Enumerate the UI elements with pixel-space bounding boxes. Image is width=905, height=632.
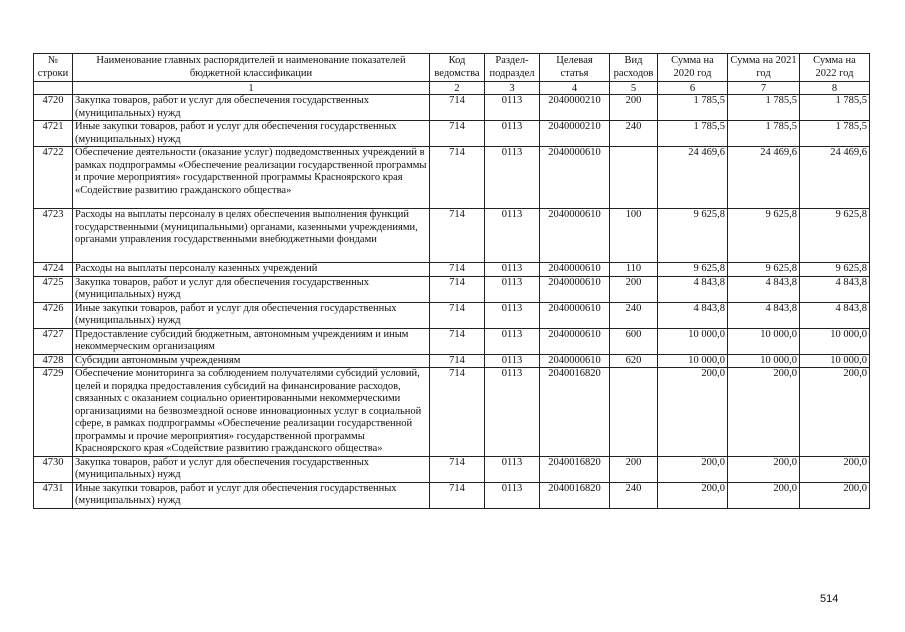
- row-name: Иные закупки товаров, работ и услуг для обеспечения государственных (муниципальных) нужд: [73, 482, 430, 508]
- section-code: 0113: [485, 121, 540, 147]
- table-header: [34, 54, 870, 95]
- expense-kind: [610, 368, 658, 457]
- expense-kind: 600: [610, 328, 658, 354]
- sum-2022: 200,0: [800, 482, 870, 508]
- dept-code: 714: [430, 121, 485, 147]
- header-section: Раздел-подраздел: [485, 54, 540, 82]
- expense-kind: 200: [610, 276, 658, 302]
- sum-2021: 4 843,8: [728, 302, 800, 328]
- section-code: 0113: [485, 328, 540, 354]
- column-number: 3: [485, 82, 540, 95]
- column-number: 6: [658, 82, 728, 95]
- header-sum-2021: Сумма на 2021 год: [728, 54, 800, 82]
- section-code: 0113: [485, 456, 540, 482]
- expense-kind: [610, 147, 658, 209]
- row-number: 4726: [34, 302, 73, 328]
- sum-2021: 200,0: [728, 456, 800, 482]
- section-code: 0113: [485, 354, 540, 368]
- target-article: 2040000210: [540, 121, 610, 147]
- table-body: [34, 95, 870, 509]
- page-number: 514: [820, 593, 839, 605]
- dept-code: 714: [430, 263, 485, 277]
- sum-2020: 1 785,5: [658, 121, 728, 147]
- target-article: 2040000210: [540, 95, 610, 121]
- sum-2020: 200,0: [658, 368, 728, 457]
- sum-2021: 200,0: [728, 482, 800, 508]
- target-article: 2040000610: [540, 147, 610, 209]
- row-number: 4723: [34, 209, 73, 263]
- table-row: [34, 482, 870, 508]
- column-number: 7: [728, 82, 800, 95]
- expense-kind: 200: [610, 456, 658, 482]
- row-number: 4724: [34, 263, 73, 277]
- expense-kind: 200: [610, 95, 658, 121]
- target-article: 2040000610: [540, 263, 610, 277]
- row-number: 4729: [34, 368, 73, 457]
- column-number: 5: [610, 82, 658, 95]
- sum-2021: 200,0: [728, 368, 800, 457]
- target-article: 2040000610: [540, 354, 610, 368]
- dept-code: 714: [430, 209, 485, 263]
- sum-2021: 9 625,8: [728, 209, 800, 263]
- sum-2021: 9 625,8: [728, 263, 800, 277]
- sum-2022: 4 843,8: [800, 302, 870, 328]
- table-row: [34, 95, 870, 121]
- budget-table: [33, 53, 870, 509]
- target-article: 2040000610: [540, 276, 610, 302]
- section-code: 0113: [485, 95, 540, 121]
- table-row: [34, 456, 870, 482]
- row-name: Обеспечение деятельности (оказание услуг) подведомственных учреждений в рамках подпрограммы «Обеспечение реализации государственной программы и прочие мероприятия» государственной программы Красноярского края «Содействие развитию гражданского общества»: [73, 147, 430, 209]
- row-number: 4728: [34, 354, 73, 368]
- sum-2020: 4 843,8: [658, 302, 728, 328]
- section-code: 0113: [485, 209, 540, 263]
- sum-2022: 24 469,6: [800, 147, 870, 209]
- row-number: 4725: [34, 276, 73, 302]
- section-code: 0113: [485, 368, 540, 457]
- section-code: 0113: [485, 276, 540, 302]
- table-row: [34, 263, 870, 277]
- sum-2020: 200,0: [658, 482, 728, 508]
- expense-kind: 620: [610, 354, 658, 368]
- row-name: Расходы на выплаты персоналу казенных учреждений: [73, 263, 430, 277]
- column-number: 4: [540, 82, 610, 95]
- expense-kind: 100: [610, 209, 658, 263]
- section-code: 0113: [485, 147, 540, 209]
- row-name: Иные закупки товаров, работ и услуг для обеспечения государственных (муниципальных) нужд: [73, 302, 430, 328]
- dept-code: 714: [430, 302, 485, 328]
- target-article: 2040000610: [540, 302, 610, 328]
- column-number: [34, 82, 73, 95]
- row-number: 4730: [34, 456, 73, 482]
- header-row-no: № строки: [34, 54, 73, 82]
- row-name: Предоставление субсидий бюджетным, автономным учреждениям и иным некоммерческим организациям: [73, 328, 430, 354]
- header-kind: Вид расходов: [610, 54, 658, 82]
- sum-2020: 24 469,6: [658, 147, 728, 209]
- sum-2022: 9 625,8: [800, 263, 870, 277]
- dept-code: 714: [430, 354, 485, 368]
- sum-2022: 4 843,8: [800, 276, 870, 302]
- sum-2021: 24 469,6: [728, 147, 800, 209]
- row-name: Закупка товаров, работ и услуг для обеспечения государственных (муниципальных) нужд: [73, 456, 430, 482]
- dept-code: 714: [430, 482, 485, 508]
- sum-2021: 4 843,8: [728, 276, 800, 302]
- sum-2022: 1 785,5: [800, 121, 870, 147]
- column-number: 1: [73, 82, 430, 95]
- row-name: Расходы на выплаты персоналу в целях обеспечения выполнения функций государственными (муниципальными) органами, казенными учреждениями, органами управления государственными внебюджетными фондами: [73, 209, 430, 263]
- dept-code: 714: [430, 95, 485, 121]
- sum-2020: 9 625,8: [658, 209, 728, 263]
- header-target: Целевая статья: [540, 54, 610, 82]
- sum-2020: 10 000,0: [658, 354, 728, 368]
- expense-kind: 240: [610, 482, 658, 508]
- sum-2022: 10 000,0: [800, 354, 870, 368]
- sum-2020: 9 625,8: [658, 263, 728, 277]
- target-article: 2040016820: [540, 456, 610, 482]
- header-dept: Код ведомства: [430, 54, 485, 82]
- dept-code: 714: [430, 368, 485, 457]
- column-number: 8: [800, 82, 870, 95]
- table-row: [34, 276, 870, 302]
- section-code: 0113: [485, 263, 540, 277]
- table-row: [34, 302, 870, 328]
- table-row: [34, 121, 870, 147]
- table-row: [34, 328, 870, 354]
- expense-kind: 240: [610, 302, 658, 328]
- column-number: 2: [430, 82, 485, 95]
- sum-2020: 200,0: [658, 456, 728, 482]
- section-code: 0113: [485, 482, 540, 508]
- row-name: Закупка товаров, работ и услуг для обеспечения государственных (муниципальных) нужд: [73, 276, 430, 302]
- sum-2021: 1 785,5: [728, 95, 800, 121]
- sum-2021: 10 000,0: [728, 354, 800, 368]
- target-article: 2040000610: [540, 328, 610, 354]
- target-article: 2040016820: [540, 368, 610, 457]
- dept-code: 714: [430, 328, 485, 354]
- header-sum-2022: Сумма на 2022 год: [800, 54, 870, 82]
- target-article: 2040016820: [540, 482, 610, 508]
- header-name: Наименование главных распорядителей и наименование показателей бюджетной классификации: [73, 54, 430, 82]
- sum-2022: 10 000,0: [800, 328, 870, 354]
- expense-kind: 110: [610, 263, 658, 277]
- dept-code: 714: [430, 147, 485, 209]
- row-number: 4731: [34, 482, 73, 508]
- sum-2020: 10 000,0: [658, 328, 728, 354]
- sum-2022: 200,0: [800, 456, 870, 482]
- row-number: 4721: [34, 121, 73, 147]
- row-name: Иные закупки товаров, работ и услуг для обеспечения государственных (муниципальных) нужд: [73, 121, 430, 147]
- table-row: [34, 354, 870, 368]
- sum-2022: 9 625,8: [800, 209, 870, 263]
- sum-2022: 200,0: [800, 368, 870, 457]
- table-row: [34, 368, 870, 457]
- target-article: 2040000610: [540, 209, 610, 263]
- row-number: 4720: [34, 95, 73, 121]
- table-row: [34, 209, 870, 263]
- header-sum-2020: Сумма на 2020 год: [658, 54, 728, 82]
- sum-2021: 10 000,0: [728, 328, 800, 354]
- sum-2021: 1 785,5: [728, 121, 800, 147]
- row-name: Обеспечение мониторинга за соблюдением получателями субсидий условий, целей и порядка предоставления субсидий на финансирование расходов, связанных с оказанием социально ориентированными некоммерческими организациями на безвозмездной основе инновационных услуг в социальной сфере, в рамках подпрограммы «Обеспечение реализации государственной программы и прочие мероприятия» государственной программы Красноярского края «Содействие развитию гражданского общества»: [73, 368, 430, 457]
- expense-kind: 240: [610, 121, 658, 147]
- sum-2020: 1 785,5: [658, 95, 728, 121]
- row-number: 4722: [34, 147, 73, 209]
- row-number: 4727: [34, 328, 73, 354]
- section-code: 0113: [485, 302, 540, 328]
- row-name: Закупка товаров, работ и услуг для обеспечения государственных (муниципальных) нужд: [73, 95, 430, 121]
- dept-code: 714: [430, 276, 485, 302]
- dept-code: 714: [430, 456, 485, 482]
- sum-2022: 1 785,5: [800, 95, 870, 121]
- table-row: [34, 147, 870, 209]
- sum-2020: 4 843,8: [658, 276, 728, 302]
- row-name: Субсидии автономным учреждениям: [73, 354, 430, 368]
